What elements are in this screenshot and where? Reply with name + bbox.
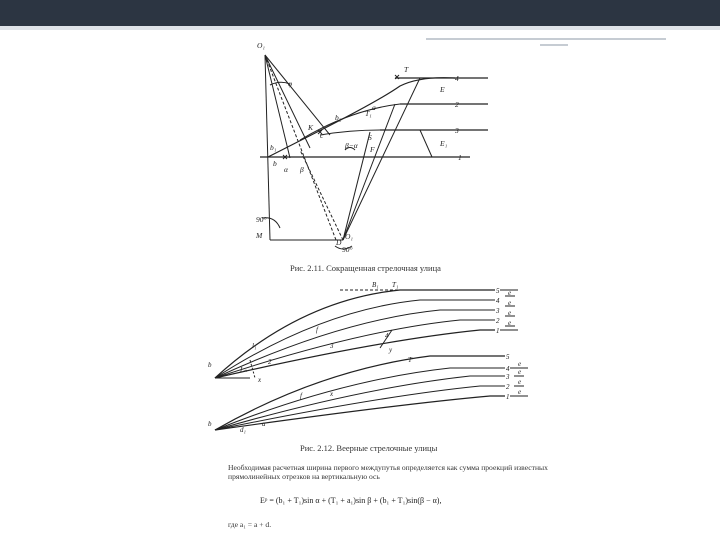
label-track-1: 1 <box>458 153 462 162</box>
upper-track-number: 1 <box>496 327 500 335</box>
upper-track-4 <box>215 300 495 378</box>
label-m: M <box>256 231 263 240</box>
label-t1: T₁ <box>365 109 372 118</box>
radius-line <box>343 78 420 240</box>
upper-track-number: 4 <box>496 297 500 305</box>
figure-2-upper-diagram <box>215 290 518 378</box>
lower-spacing-label: e <box>518 378 522 386</box>
label-b1: b₁ <box>270 143 277 152</box>
body-paragraph: Необходимая расчетная ширина первого междупутья определяется как сумма проекций известных прямолинейных отрезков на вертикальную ось <box>228 463 548 481</box>
upper-label-y: y <box>389 346 393 354</box>
lower-label-t: T <box>408 356 412 364</box>
lower-label-a: a <box>262 420 266 428</box>
lower-track-number: 3 <box>506 373 510 381</box>
lower-track-number: 1 <box>506 393 510 401</box>
label-a: a <box>372 103 376 112</box>
label-k: K <box>308 123 314 132</box>
lower-track-1 <box>215 396 505 430</box>
label-angle-90a: 90° <box>256 215 267 224</box>
upper-spacing-label: e <box>508 319 512 327</box>
label-beta: β <box>300 165 304 174</box>
upper-label-x: x <box>258 376 262 384</box>
label-t: T <box>404 65 409 74</box>
lower-label-d1: d₁ <box>240 426 246 434</box>
lower-spacing-label: e <box>518 360 522 368</box>
label-beta-minus-alpha: β−α <box>345 141 358 150</box>
figure-1-caption: Рис. 2.11. Сокращенная стрелочная улица <box>290 263 441 273</box>
lower-spacing-label: e <box>518 388 522 396</box>
lower-track-number: 4 <box>506 365 510 373</box>
label-c: c <box>320 131 324 140</box>
label-alpha: α <box>284 165 288 174</box>
upper-label-b1: B₁ <box>372 281 379 289</box>
lower-label-x: x <box>330 390 334 398</box>
label-e1: E₁ <box>440 139 448 148</box>
label-phi: φ <box>288 79 293 88</box>
lower-track-number: 2 <box>506 383 510 391</box>
upper-label-lh: Lₙ <box>240 366 247 374</box>
branch-track-2 <box>300 104 400 140</box>
label-b: b <box>273 159 277 168</box>
label-track-2: 2 <box>455 100 459 109</box>
upper-track-number: 5 <box>496 287 500 295</box>
figure-2-caption: Рис. 2.12. Веерные стрелочные улицы <box>300 443 438 453</box>
upper-label-4: 4 <box>385 332 389 340</box>
angle-arc <box>270 82 290 85</box>
label-d: D <box>336 238 342 247</box>
lower-label-f: f <box>300 392 302 400</box>
upper-label-l: l₁ <box>252 342 257 350</box>
lower-track-number: 5 <box>506 353 510 361</box>
lower-track-5 <box>215 356 505 430</box>
label-e: E <box>440 85 445 94</box>
formula-note: где a₁ = a + d. <box>228 520 272 529</box>
label-b2: b₂ <box>335 113 342 122</box>
label-s: S <box>368 133 372 142</box>
radius-line <box>343 104 395 240</box>
beta-marker <box>420 130 432 157</box>
upper-label-3: 3 <box>330 342 334 350</box>
upper-track-number: 3 <box>496 307 500 315</box>
label-o1: O₁ <box>257 41 266 50</box>
lower-spacing-label: e <box>518 368 522 376</box>
upper-label-t1: T₁ <box>392 281 399 289</box>
upper-label-b: b <box>208 361 212 369</box>
upper-label-f: f <box>316 326 318 334</box>
label-f: F <box>370 145 375 154</box>
upper-label-2: 2 <box>268 358 272 366</box>
label-angle-90b: 90° <box>342 245 353 254</box>
formula: Eᵖ = (b₁ + T₁)sin α + (T₁ + a₁)sin β + (b₁ + T₁)sin(β − α), <box>260 496 442 505</box>
label-track-4: 4 <box>455 74 459 83</box>
upper-spacing-label: e <box>508 289 512 297</box>
label-o1-lower: O₁ <box>345 232 354 241</box>
lower-label-b: b <box>208 420 212 428</box>
upper-spacing-label: e <box>508 299 512 307</box>
upper-track-number: 2 <box>496 317 500 325</box>
upper-spacing-label: e <box>508 309 512 317</box>
label-track-3: 3 <box>455 126 459 135</box>
